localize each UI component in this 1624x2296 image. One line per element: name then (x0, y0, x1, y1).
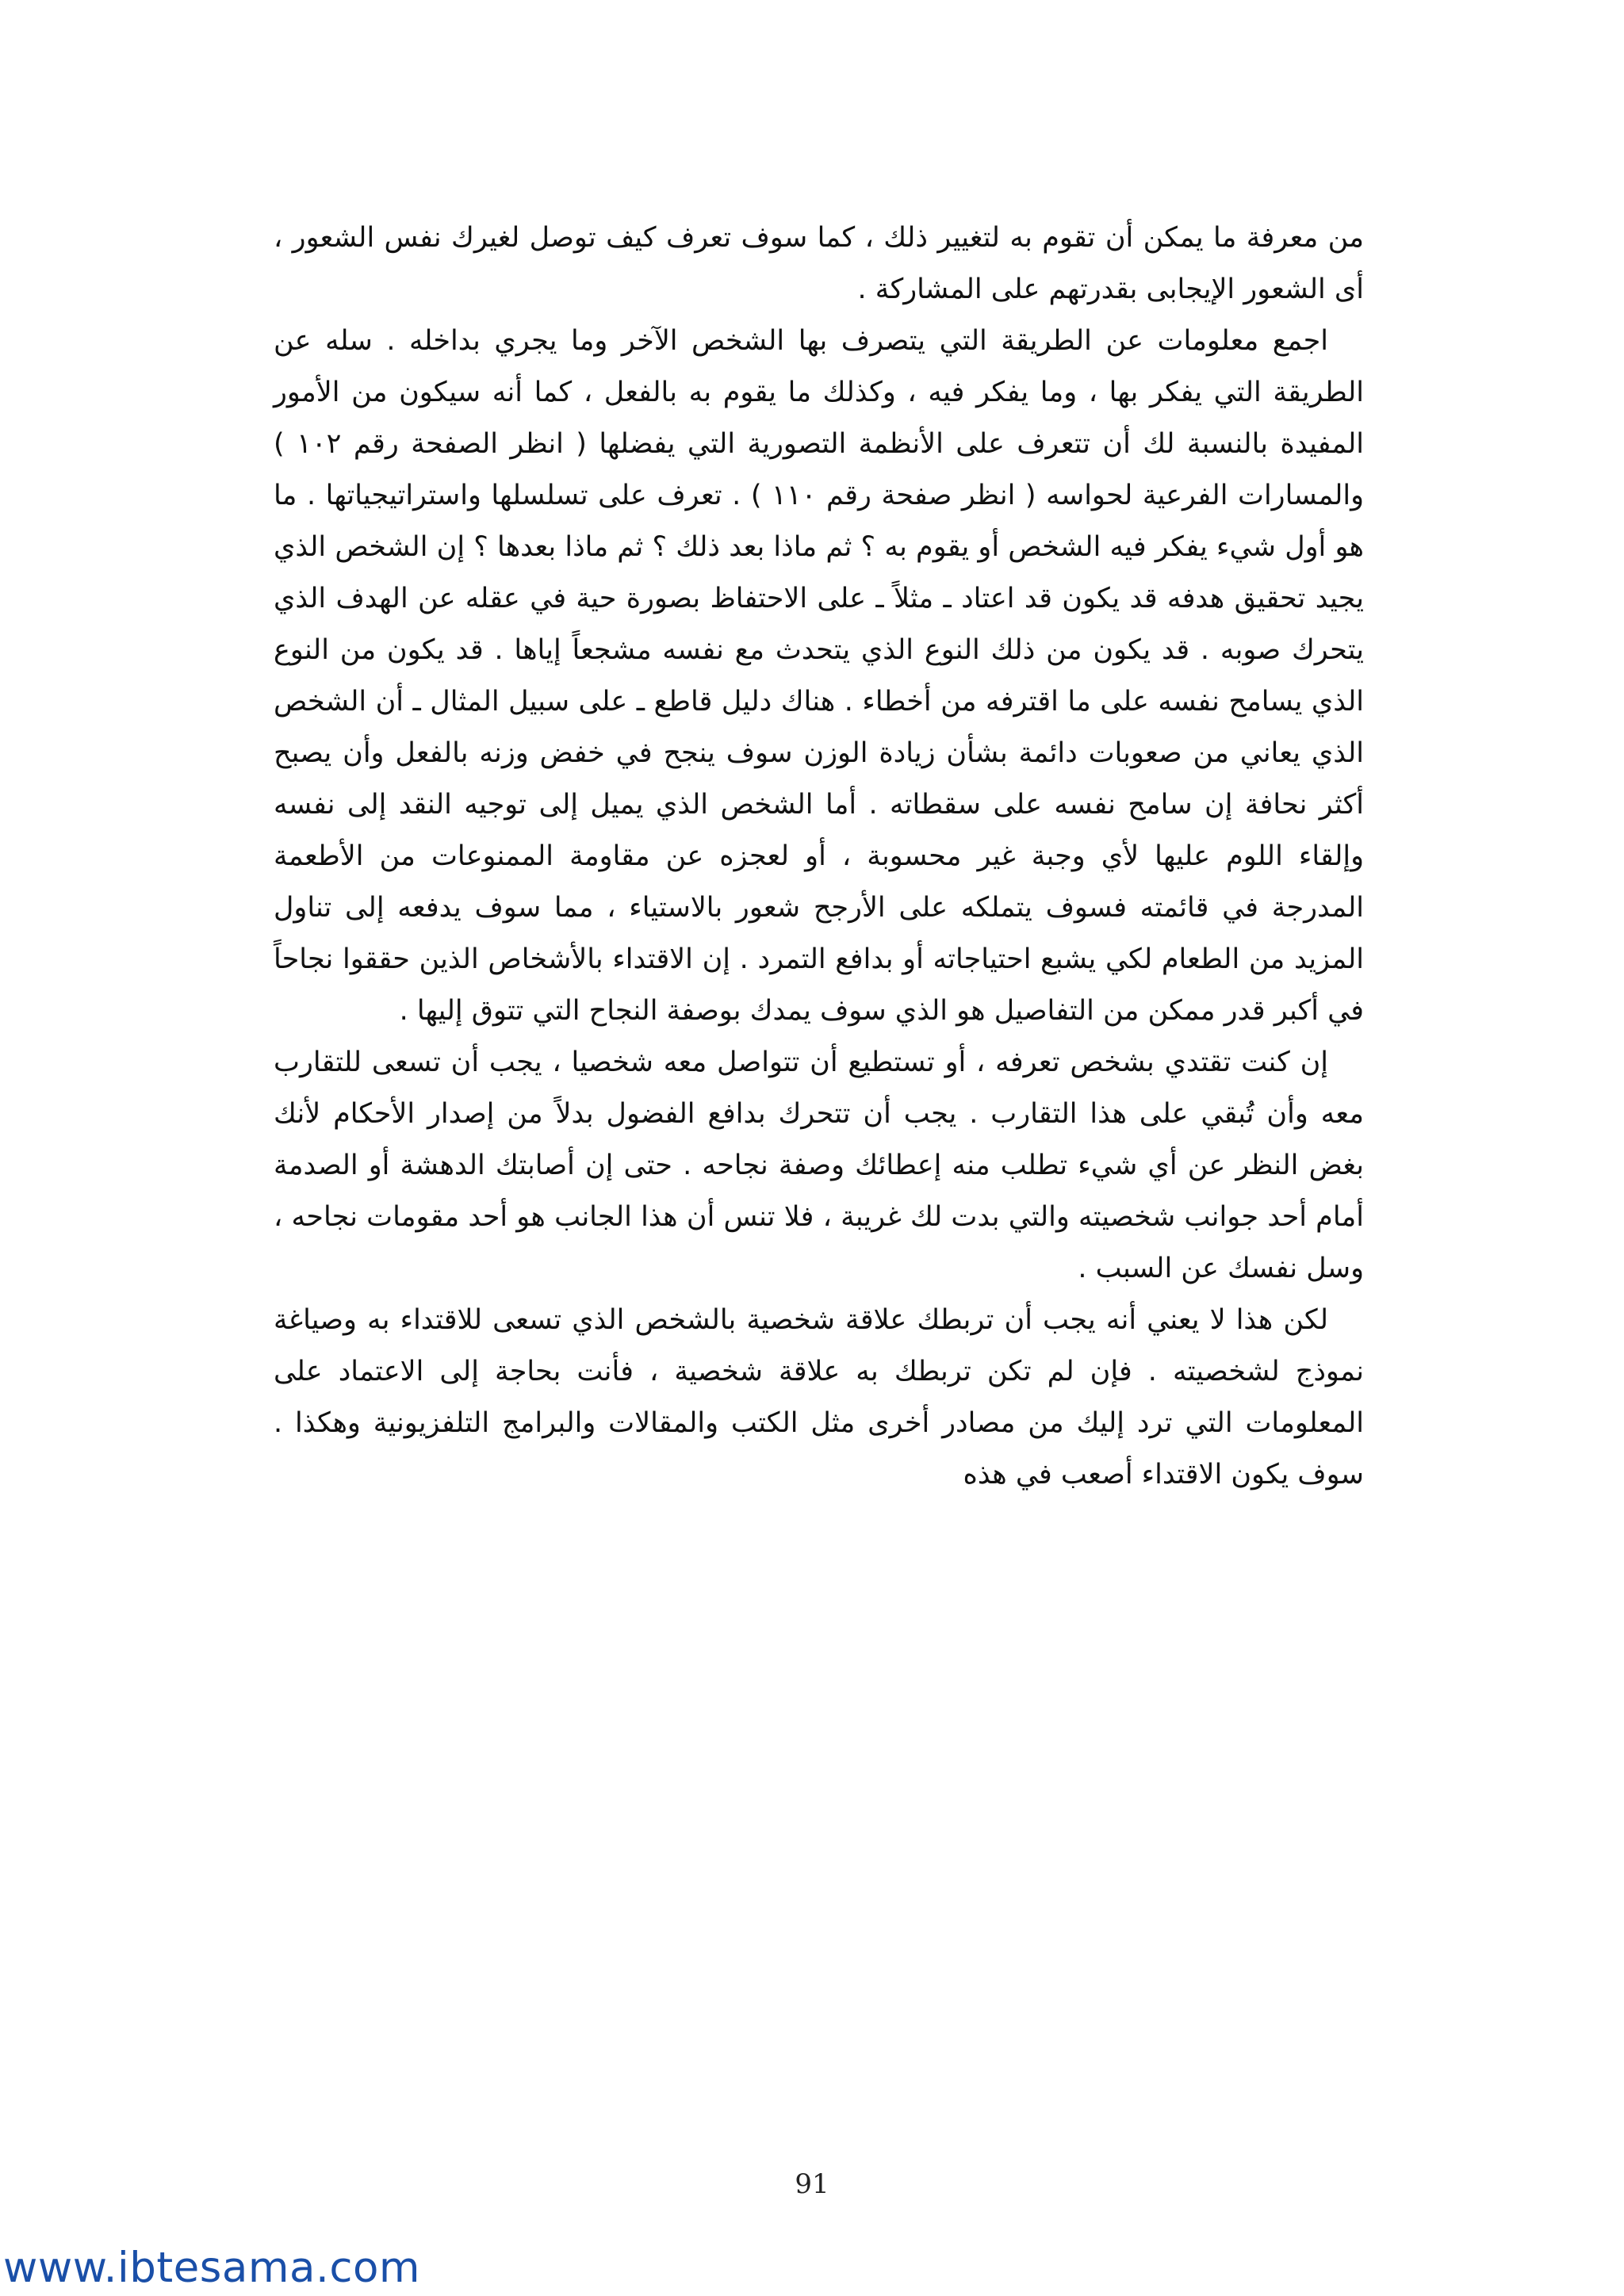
website-watermark: www.ibtesama.com (3, 2244, 421, 2292)
page-number: 91 (795, 2168, 829, 2200)
paragraph-1: من معرفة ما يمكن أن تقوم به لتغيير ذلك ، كما سوف تعرف كيف توصل لغيرك نفس الشعور ، أى الشعور الإيجابى بقدرتهم على المشاركة . (274, 222, 1364, 305)
paragraph-2: اجمع معلومات عن الطريقة التي يتصرف بها الشخص الآخر وما يجري بداخله . سله عن الطريقة التي يفكر بها ، وما يفكر فيه ، وكذلك ما يقوم به بالفعل ، كما أنه سيكون من الأمور المفيدة بالنسبة لك أن تتعرف على الأنظمة التصورية التي يفضلها ( انظر الصفحة رقم ١٠٢ ) والمسارات الفرعية لحواسه ( انظر صفحة رقم ١١٠ ) . تعرف على تسلسلها واستراتيجياتها . ما هو أول شيء يفكر فيه الشخص أو يقوم به ؟ ثم ماذا بعد ذلك ؟ ثم ماذا بعدها ؟ إن الشخص الذي يجيد تحقيق هدفه قد يكون قد اعتاد ـ مثلاً ـ على الاحتفاظ بصورة حية في عقله عن الهدف الذي يتحرك صوبه . قد يكون من ذلك النوع الذي يتحدث مع نفسه مشجعاً إياها . قد يكون من النوع الذي يسامح نفسه على ما اقترفه من أخطاء . هناك دليل قاطع ـ على سبيل المثال ـ أن الشخص الذي يعاني من صعوبات دائمة بشأن زيادة الوزن سوف ينجح في خفض وزنه بالفعل وأن يصبح أكثر نحافة إن سامح نفسه على سقطاته . أما الشخص الذي يميل إلى توجيه النقد إلى نفسه وإلقاء اللوم عليها لأي وجبة غير محسوبة ، أو لعجزه عن مقاومة الممنوعات من الأطعمة المدرجة في قائمته فسوف يتملكه على الأرجح شعور بالاستياء ، مما سوف يدفعه إلى تناول المزيد من الطعام لكي يشبع احتياجاته أو بدافع التمرد . إن الاقتداء بالأشخاص الذين حققوا نجاحاً في أكبر قدر ممكن من التفاصيل هو الذي سوف يمدك بوصفة النجاح التي تتوق إليها . (274, 325, 1364, 1027)
body-text (274, 212, 1364, 1501)
paragraph-3: إن كنت تقتدي بشخص تعرفه ، أو تستطيع أن تتواصل معه شخصيا ، يجب أن تسعى للتقارب معه وأن تُبقي على هذا التقارب . يجب أن تتحرك بدافع الفضول بدلاً من إصدار الأحكام لأنك بغض النظر عن أي شيء تطلب منه إعطائك وصفة نجاحه . حتى إن أصابتك الدهشة أو الصدمة أمام أحد جوانب شخصيته والتي بدت لك غريبة ، فلا تنس أن هذا الجانب هو أحد مقومات نجاحه ، وسل نفسك عن السبب . (274, 1047, 1364, 1284)
paragraph-4: لكن هذا لا يعني أنه يجب أن تربطك علاقة شخصية بالشخص الذي تسعى للاقتداء به وصياغة نموذج لشخصيته . فإن لم تكن تربطك به علاقة شخصية ، فأنت بحاجة إلى الاعتماد على المعلومات التي ترد إليك من مصادر أخرى مثل الكتب والمقالات والبرامج التلفزيونية وهكذا . سوف يكون الاقتداء أصعب في هذه (274, 1304, 1364, 1490)
